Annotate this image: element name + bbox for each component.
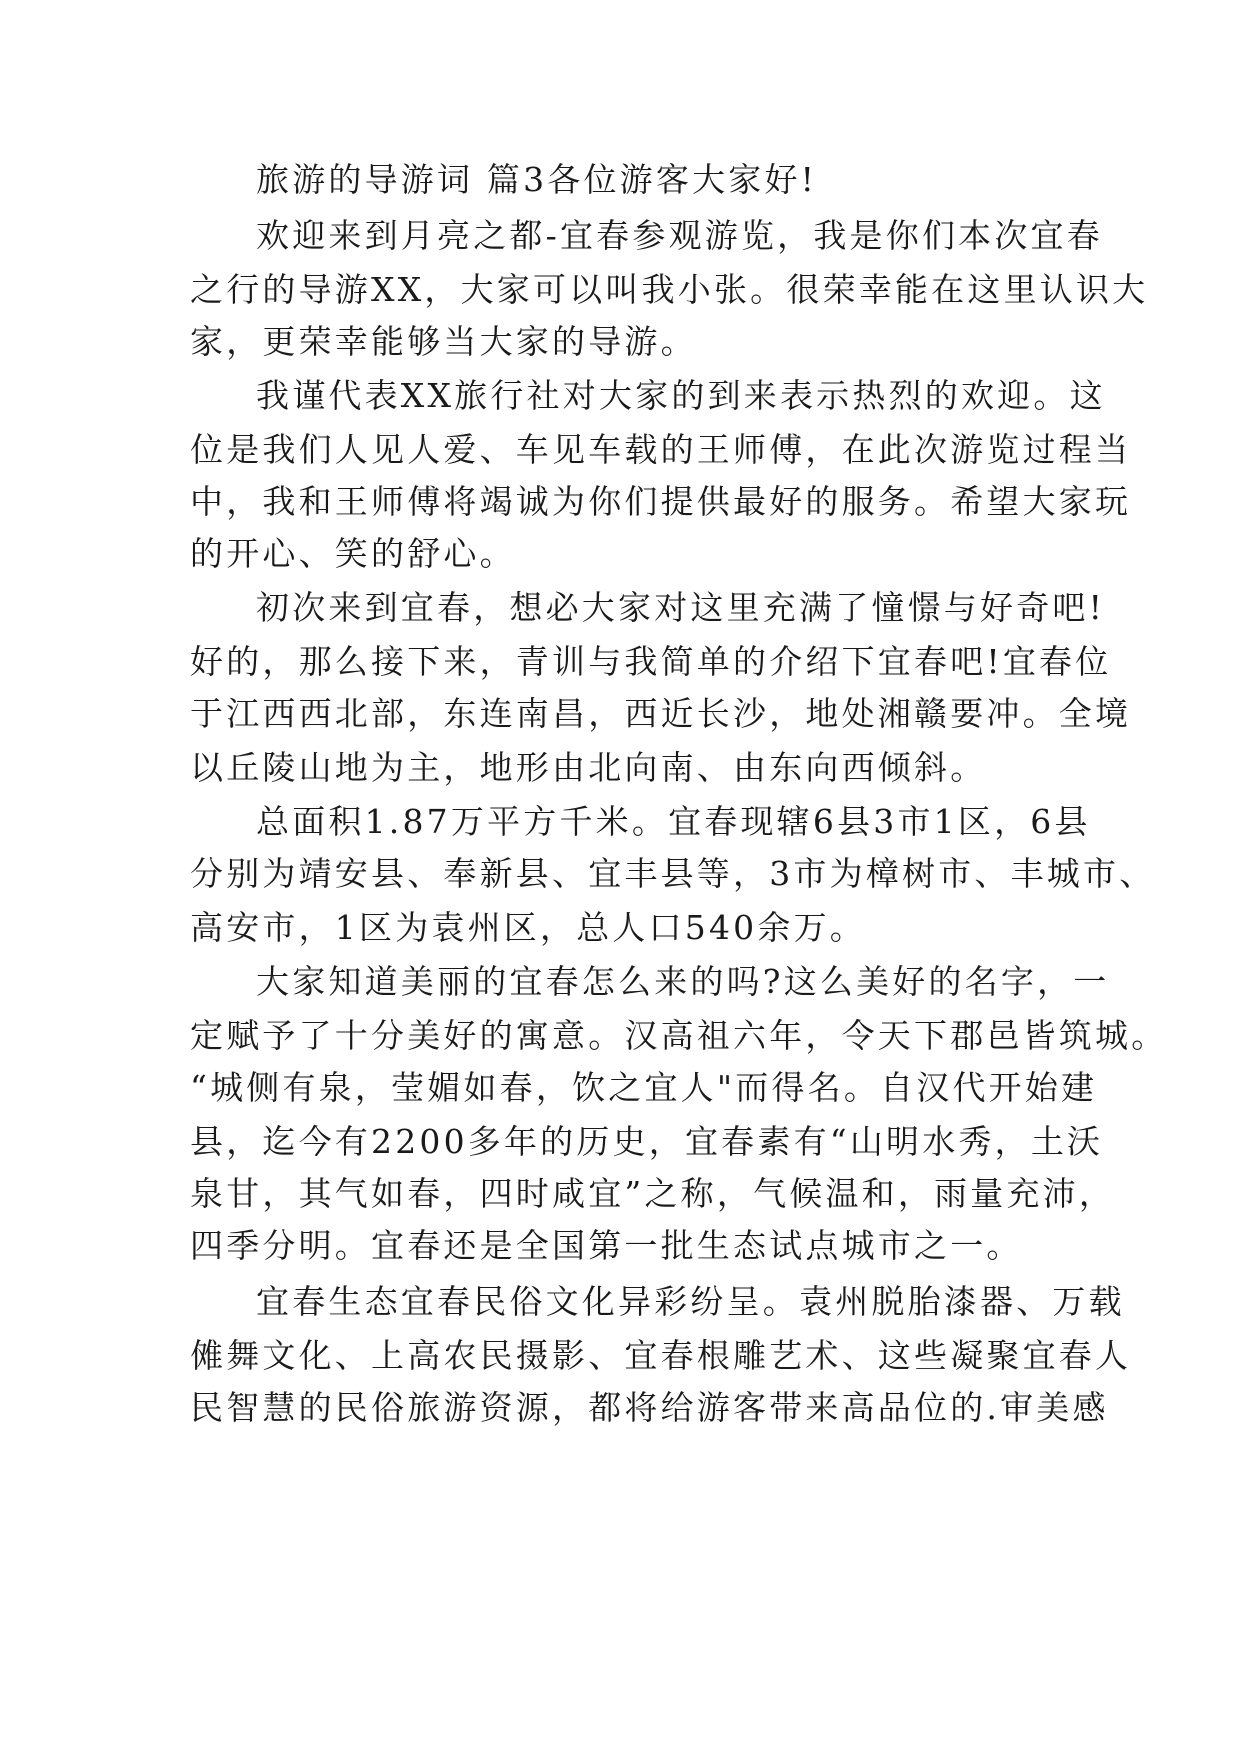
paragraph-line: 泉甘，其气如春，四时咸宜”之称，气候温和，雨量充沛， [190, 1174, 1116, 1213]
paragraph-line: 大家知道美丽的宜春怎么来的吗?这么美好的名字，一 [256, 962, 1110, 1001]
paragraph-line: 我谨代表XX旅行社对大家的到来表示热烈的欢迎。这 [256, 376, 1106, 415]
paragraph-line: 于江西西北部，东连南昌，西近长沙，地处湘赣要冲。全境 [190, 694, 1132, 733]
paragraph-line: 总面积1.87万平方千米。宜春现辖6县3市1区，6县 [256, 802, 1091, 841]
paragraph-line: 的开心、笑的舒心。 [190, 534, 516, 573]
paragraph-line: 四季分明。宜春还是全国第一批生态试点城市之一。 [190, 1226, 1023, 1265]
paragraph-line: 傩舞文化、上高农民摄影、宜春根雕艺术、这些凝聚宜春人 [190, 1336, 1132, 1375]
paragraph-line: “城侧有泉，莹媚如春，饮之宜人"而得名。自汉代开始建 [190, 1068, 1098, 1107]
paragraph-line: 好的，那么接下来，青训与我简单的介绍下宜春吧!宜春位 [190, 642, 1112, 681]
paragraph-line: 分别为靖安县、奉新县、宜丰县等，3市为樟树市、丰城市、 [190, 854, 1156, 893]
paragraph-line: 家，更荣幸能够当大家的导游。 [190, 322, 697, 361]
paragraph-line: 位是我们人见人爱、车见车载的王师傅，在此次游览过程当 [190, 430, 1132, 469]
paragraph-line: 民智慧的民俗旅游资源，都将给游客带来高品位的.审美感 [190, 1388, 1109, 1427]
paragraph-line: 定赋予了十分美好的寓意。汉高祖六年，令天下郡邑皆筑城。 [190, 1016, 1168, 1055]
paragraph-line: 之行的导游XX，大家可以叫我小张。很荣幸能在这里认识大 [190, 270, 1149, 309]
paragraph-line: 中，我和王师傅将竭诚为你们提供最好的服务。希望大家玩 [190, 482, 1132, 521]
paragraph-line: 欢迎来到月亮之都-宜春参观游览，我是你们本次宜春 [256, 216, 1103, 255]
paragraph-line: 旅游的导游词 篇3各位游客大家好! [256, 160, 818, 199]
paragraph-line: 高安市，1区为袁州区，总人口540余万。 [190, 908, 866, 947]
paragraph-line: 初次来到宜春，想必大家对这里充满了憧憬与好奇吧! [256, 588, 1106, 627]
paragraph-line: 宜春生态宜春民俗文化异彩纷呈。袁州脱胎漆器、万载 [256, 1282, 1125, 1321]
paragraph-line: 县，迄今有2200多年的历史，宜春素有“山明水秀，土沃 [190, 1122, 1104, 1161]
paragraph-line: 以丘陵山地为主，地形由北向南、由东向西倾斜。 [190, 748, 987, 787]
